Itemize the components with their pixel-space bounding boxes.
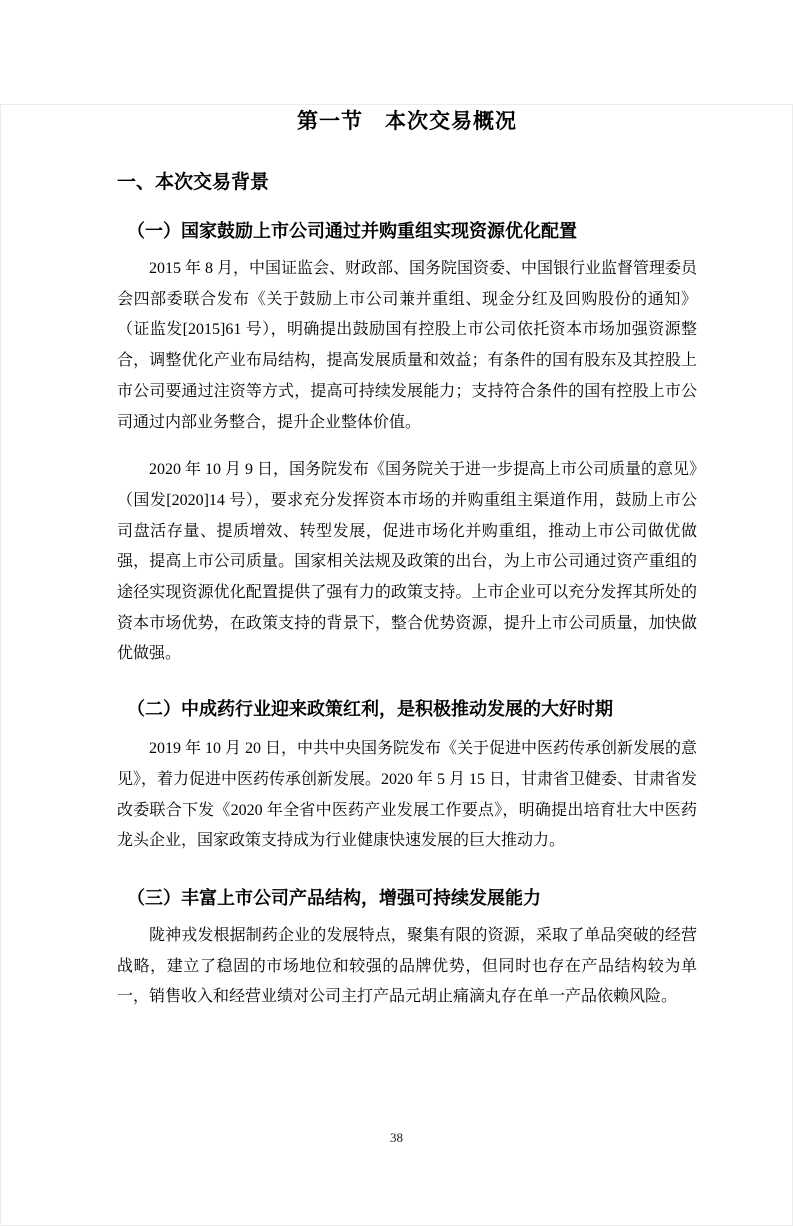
paragraph-product-structure: 陇神戎发根据制药企业的发展特点，聚集有限的资源，采取了单品突破的经营战略，建立了稳固的市场地位和较强的品牌优势，但同时也存在产品结构较为单一，销售收入和经营业绩对公司主打产品元胡止痛滴丸存在单一产品依赖风险。 <box>117 926 697 1006</box>
subsection-heading-2: （二）中成药行业迎来政策红利，是积极推动发展的大好时期 <box>127 699 613 720</box>
section-heading-transaction-background: 一、本次交易背景 <box>117 172 270 193</box>
paragraph-policy-2020: 2020 年 10 月 9 日，国务院发布《国务院关于进一步提高上市公司质量的意见》（国发[2020]14 号），要求充分发挥资本市场的并购重组主渠道作用，鼓励上市公司盘活存量、提质增效、转型发展，促进市场化并购重组，推动上市公司做优做强，提高上市公司质量。国家相关法规及政策的出台，为上市公司通过资产重组的途径实现资源优化配置提供了强有力的政策支持。上市企业可以充分发挥其所处的资本市场优势，在政策支持的背景下，整合优势资源，提升上市公司质量，加快做优做强。 <box>117 461 698 663</box>
subsection-heading-3: （三）丰富上市公司产品结构，增强可持续发展能力 <box>127 887 541 908</box>
subsection-heading-1: （一）国家鼓励上市公司通过并购重组实现资源优化配置 <box>127 221 577 241</box>
paragraph-tcm-policy: 2019 年 10 月 20 日，中共中央国务院发布《关于促进中医药传承创新发展的意见》，着力促进中医药传承创新发展。2020 年 5 月 15 日，甘肃省卫健委、甘肃省发改委联合下发《2020 年全省中医药产业发展工作要点》，明确提出培育壮大中医药龙头企业，国家政策支持成为行业健康快速发展的巨大推动力。 <box>117 740 698 850</box>
document-page <box>0 104 793 1226</box>
paragraph-policy-2015: 2015 年 8 月，中国证监会、财政部、国务院国资委、中国银行业监督管理委员会四部委联合发布《关于鼓励上市公司兼并重组、现金分红及回购股份的通知》（证监发[2015]61 号），明确提出鼓励国有控股上市公司依托资本市场加强资源整合，调整优化产业布局结构，提高发展质量和效益；有条件的国有股东及其控股上市公司要通过注资等方式，提高可持续发展能力；支持符合条件的国有控股上市公司通过内部业务整合，提升企业整体价值。 <box>117 260 698 431</box>
page-number: 38 <box>390 1130 403 1145</box>
page-title: 第一节 本次交易概况 <box>297 110 517 133</box>
